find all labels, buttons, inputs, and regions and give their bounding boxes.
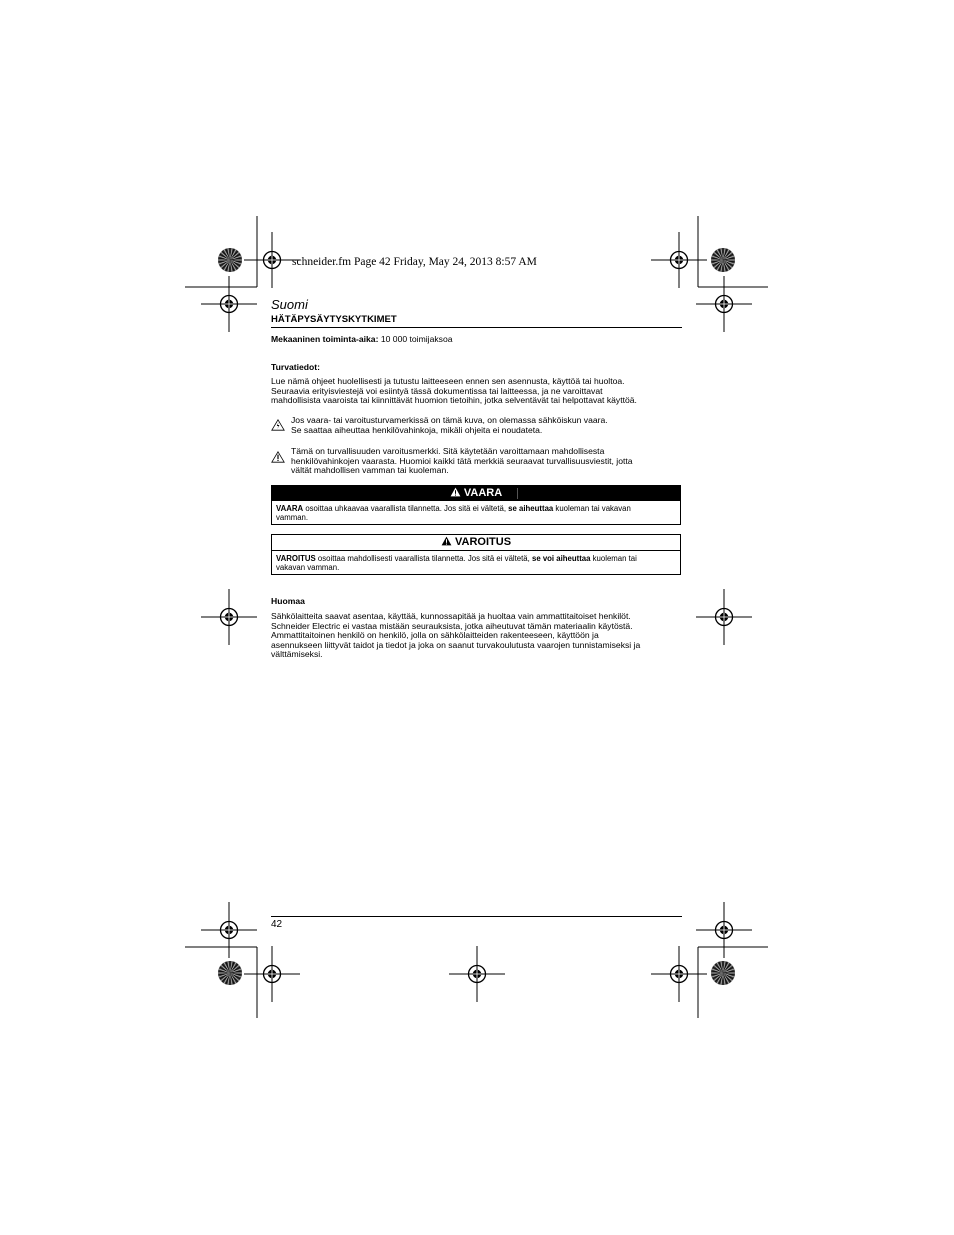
- registration-crosshair: [201, 902, 257, 958]
- section-title: HÄTÄPYSÄYTYSKYTKIMET: [271, 314, 397, 325]
- danger-box-body: VAARA osoittaa uhkaavaa vaarallista tilannetta. Jos sitä ei vältetä, se aiheuttaa kuoleman tai vakavan vamman.: [276, 504, 631, 522]
- notice-heading: Huomaa: [271, 596, 305, 606]
- registration-crosshair: [201, 589, 257, 645]
- registration-crosshair: [449, 946, 505, 1002]
- danger-box: [271, 485, 681, 525]
- warning-box-title: VAROITUS: [455, 536, 512, 548]
- registration-crosshair: [696, 276, 752, 332]
- page-number: 42: [271, 919, 283, 930]
- registration-crosshair: [244, 946, 300, 1002]
- safety-paragraph: Lue nämä ohjeet huolellisesti ja tutustu laitteeseen ennen sen asennusta, käyttöä tai huoltoa. Seuraavia erityisviestejä voi esiintyä tässä dokumentissa tai laitteessa, ja ne varoittavat mahdollisista vaaroista tai kiinnittävät huomion tietoihin, jotka selventävät tai helpottavat käyttöä.: [271, 376, 637, 406]
- warning-box-body: VAROITUS osoittaa mahdollisesti vaarallista tilannetta. Jos sitä ei vältetä, se voi aiheuttaa kuoleman tai vakavan vamman.: [272, 550, 680, 575]
- mechanical-life-value: 10 000 toimijaksoa: [380, 334, 453, 344]
- registration-crosshair: [696, 589, 752, 645]
- registration-crosshair: [651, 946, 707, 1002]
- registration-crosshair: [201, 276, 257, 332]
- language-label: Suomi: [271, 297, 308, 312]
- warning-box: [271, 534, 681, 575]
- notice-paragraph: Sähkölaitteita saavat asentaa, käyttää, kunnossapitää ja huoltaa vain ammattitaitoiset henkilöt. Schneider Electric ei vastaa mistään seurauksista, jotka aiheutuvat tämän materiaalin käytöstä. Ammattitaitoinen henkilö on henkilö, jolla on sähkölaitteiden rakenteeseen, käyttöön ja asennukseen liittyvät taidot ja tiedot ja joka on saanut turvakoulutusta vaarojen tunnistamiseksi ja välttämiseksi.: [271, 611, 641, 660]
- title-rule: [271, 327, 682, 328]
- danger-alert-icon: [450, 487, 461, 497]
- electric-hazard-note: Jos vaara- tai varoitusturvamerkissä on tämä kuva, on olemassa sähköiskun vaara. Se saattaa aiheuttaa henkilövahinkoja, mikäli ohjeita ei noudateta.: [271, 416, 682, 438]
- safety-alert-note: Tämä on turvallisuuden varoitusmerkki. Sitä käytetään varoittamaan mahdollisesta henkilövahinkojen vaarasta. Huomioi kaikki tätä merkkiä seuraavat turvallisuusviestit, jotta vältät mahdollisen vamman tai kuoleman.: [271, 447, 682, 477]
- warning-box-header: [272, 535, 680, 550]
- danger-box-header: [272, 486, 680, 501]
- print-header-file-info: schneider.fm Page 42 Friday, May 24, 2013 8:57 AM: [292, 256, 537, 268]
- footer-rule: [271, 916, 682, 917]
- registration-starburst: [711, 961, 735, 985]
- registration-crosshair: [651, 232, 707, 288]
- safety-heading: Turvatiedot:: [271, 362, 321, 372]
- mechanical-life-line: [271, 335, 453, 345]
- hazard-triangle-icon: [271, 419, 285, 431]
- mechanical-life-label: Mekaaninen toiminta-aika:: [271, 334, 379, 344]
- registration-crosshair: [696, 902, 752, 958]
- danger-box-title: VAARA: [463, 487, 503, 499]
- registration-starburst: [218, 248, 242, 272]
- warning-alert-icon: [441, 536, 452, 546]
- registration-starburst: [711, 248, 735, 272]
- registration-starburst: [218, 961, 242, 985]
- warning-triangle-icon: [271, 451, 285, 463]
